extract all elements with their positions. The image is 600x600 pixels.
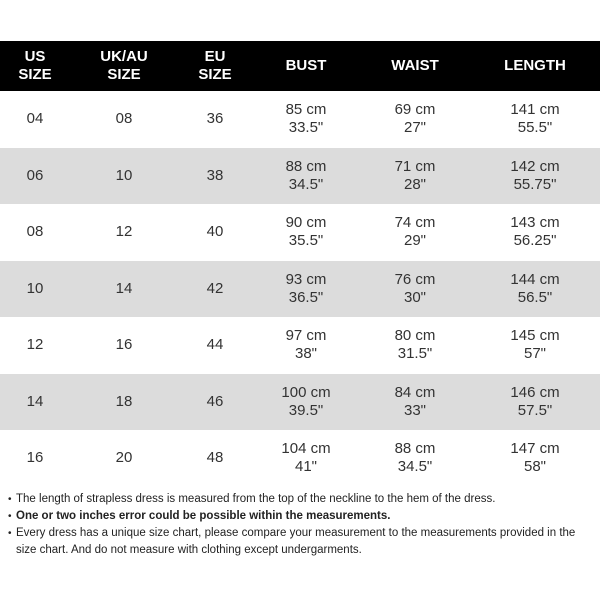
cell-bust-inch: 35.5" [288, 232, 324, 250]
cell-length [470, 91, 600, 148]
cell-bust [252, 430, 360, 487]
header-eu-size [178, 41, 252, 91]
cell-bust-inch: 33.5" [288, 119, 324, 137]
cell-us-size: 04 [0, 91, 70, 148]
table-header [0, 41, 600, 91]
cell-eu-size: 36 [178, 91, 252, 148]
cell-waist-inch: 34.5" [397, 458, 433, 476]
cell-length-cm: 146 cm [510, 383, 560, 401]
cell-waist [360, 261, 470, 318]
size-notes [8, 491, 594, 559]
header-us-line1: US [24, 48, 46, 65]
cell-eu-size: 38 [178, 148, 252, 205]
cell-eu-size: 42 [178, 261, 252, 318]
bullet-icon: • [8, 528, 12, 539]
note-item [8, 491, 594, 508]
cell-length-cm: 141 cm [510, 101, 560, 119]
cell-length [470, 204, 600, 261]
cell-bust-cm: 88 cm [285, 157, 327, 175]
cell-uk-au-size: 20 [70, 430, 178, 487]
cell-length-inch: 55.75" [513, 175, 557, 193]
header-eu-line1: EU [204, 48, 226, 65]
note-text: The length of strapless dress is measured from the top of the neckline to the hem of the dress. [16, 493, 496, 505]
cell-waist-inch: 29" [403, 232, 426, 250]
cell-length [470, 430, 600, 487]
cell-length-inch: 57" [523, 345, 546, 363]
cell-eu-size: 40 [178, 204, 252, 261]
cell-waist-cm: 80 cm [394, 327, 436, 345]
cell-bust-inch: 34.5" [288, 175, 324, 193]
cell-waist-inch: 28" [403, 175, 426, 193]
cell-uk-au-size: 16 [70, 317, 178, 374]
table-row [0, 317, 600, 374]
cell-us-size: 08 [0, 204, 70, 261]
cell-uk-au-size: 18 [70, 374, 178, 431]
cell-length-cm: 145 cm [510, 327, 560, 345]
cell-waist-inch: 27" [403, 119, 426, 137]
cell-eu-size: 46 [178, 374, 252, 431]
table-row [0, 148, 600, 205]
cell-waist [360, 91, 470, 148]
cell-uk-au-size: 14 [70, 261, 178, 318]
table-row [0, 261, 600, 318]
cell-length-cm: 143 cm [510, 214, 560, 232]
cell-length-cm: 144 cm [510, 270, 560, 288]
table-row [0, 204, 600, 261]
cell-waist-cm: 74 cm [394, 214, 436, 232]
cell-waist-cm: 69 cm [394, 101, 436, 119]
cell-length-inch: 58" [523, 458, 546, 476]
cell-waist-inch: 30" [403, 288, 426, 306]
header-us-line2: SIZE [18, 66, 52, 83]
cell-length [470, 374, 600, 431]
cell-waist-cm: 71 cm [394, 157, 436, 175]
cell-eu-size: 44 [178, 317, 252, 374]
header-eu-line2: SIZE [198, 66, 232, 83]
cell-bust [252, 374, 360, 431]
cell-bust-cm: 93 cm [285, 270, 327, 288]
cell-us-size: 16 [0, 430, 70, 487]
cell-us-size: 14 [0, 374, 70, 431]
cell-waist [360, 317, 470, 374]
cell-bust [252, 261, 360, 318]
header-waist [360, 41, 470, 91]
size-chart-table [0, 41, 600, 487]
cell-bust-inch: 41" [294, 458, 317, 476]
bullet-icon: • [8, 494, 12, 505]
cell-uk-au-size: 12 [70, 204, 178, 261]
cell-bust-cm: 97 cm [285, 327, 327, 345]
cell-waist-inch: 31.5" [397, 345, 433, 363]
cell-us-size: 06 [0, 148, 70, 205]
cell-length-inch: 55.5" [517, 119, 553, 137]
note-item [8, 508, 594, 525]
cell-waist-inch: 33" [403, 401, 426, 419]
cell-eu-size: 48 [178, 430, 252, 487]
cell-waist-cm: 76 cm [394, 270, 436, 288]
cell-bust-cm: 100 cm [281, 383, 331, 401]
note-text: One or two inches error could be possible within the measurements. [16, 510, 391, 522]
table-row [0, 430, 600, 487]
cell-bust-cm: 90 cm [285, 214, 327, 232]
cell-length-cm: 142 cm [510, 157, 560, 175]
header-bust [252, 41, 360, 91]
cell-bust [252, 204, 360, 261]
cell-uk-au-size: 08 [70, 91, 178, 148]
cell-waist-cm: 88 cm [394, 440, 436, 458]
table-body [0, 91, 600, 487]
cell-length-inch: 57.5" [517, 401, 553, 419]
cell-length-inch: 56.25" [513, 232, 557, 250]
cell-waist [360, 374, 470, 431]
cell-length-cm: 147 cm [510, 440, 560, 458]
header-bust-label: BUST [285, 57, 327, 74]
cell-bust [252, 91, 360, 148]
header-waist-label: WAIST [391, 57, 439, 74]
cell-bust-cm: 104 cm [281, 440, 331, 458]
cell-us-size: 12 [0, 317, 70, 374]
header-uk-au-size [70, 41, 178, 91]
cell-bust-inch: 36.5" [288, 288, 324, 306]
note-item [8, 525, 594, 559]
cell-waist [360, 204, 470, 261]
cell-length-inch: 56.5" [517, 288, 553, 306]
table-row [0, 374, 600, 431]
table-row [0, 91, 600, 148]
cell-length [470, 261, 600, 318]
header-uk-line1: UK/AU [100, 48, 148, 65]
bullet-icon: • [8, 511, 12, 522]
cell-length [470, 317, 600, 374]
header-row [0, 41, 600, 91]
cell-length [470, 148, 600, 205]
header-uk-line2: SIZE [107, 66, 141, 83]
cell-bust-cm: 85 cm [285, 101, 327, 119]
cell-waist [360, 148, 470, 205]
cell-waist [360, 430, 470, 487]
cell-uk-au-size: 10 [70, 148, 178, 205]
cell-bust [252, 317, 360, 374]
cell-bust [252, 148, 360, 205]
cell-waist-cm: 84 cm [394, 383, 436, 401]
cell-bust-inch: 38" [294, 345, 317, 363]
cell-us-size: 10 [0, 261, 70, 318]
note-text: Every dress has a unique size chart, please compare your measurement to the measurements provided in the size chart. And do not measure with clothing except undergarments. [16, 527, 576, 556]
header-length-label: LENGTH [504, 57, 566, 74]
header-us-size [0, 41, 70, 91]
cell-bust-inch: 39.5" [288, 401, 324, 419]
header-length [470, 41, 600, 91]
